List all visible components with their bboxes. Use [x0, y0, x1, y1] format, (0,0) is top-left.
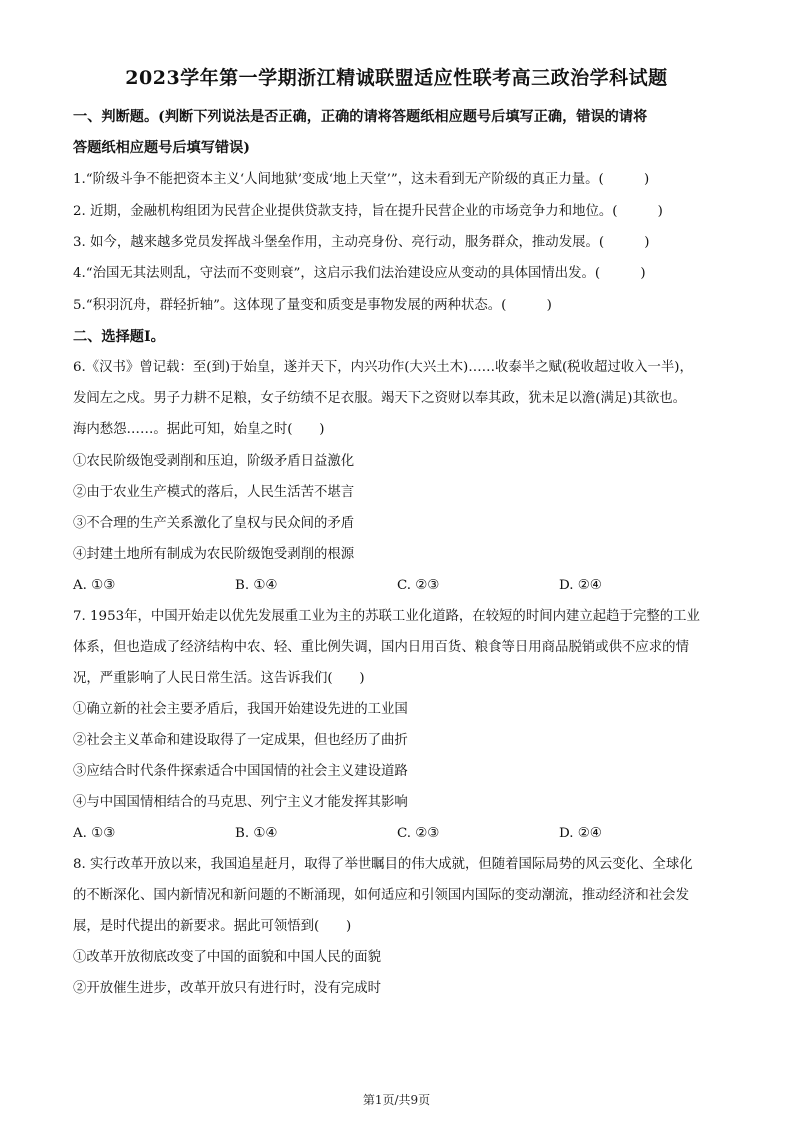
- q8-choice: ①改革开放彻底改变了中国的面貌和中国人民的面貌: [73, 950, 381, 965]
- q6-choice: ④封建土地所有制成为农民阶级饱受剥削的根源: [73, 547, 355, 562]
- q7-option-a: A. ①③: [73, 826, 116, 841]
- q6-option-b: B. ①④: [235, 578, 278, 593]
- q8-stem-line: 展，是时代提出的新要求。据此可领悟到( ): [73, 919, 352, 934]
- q7-option-c: C. ②③: [397, 826, 440, 841]
- q7-option-d: D. ②④: [559, 826, 602, 841]
- judgment-item-5: 5.“积羽沉舟，群轻折轴”。这体现了量变和质变是事物发展的两种状态。( ): [73, 298, 552, 313]
- judgment-item-3: 3. 如今，越来越多党员发挥战斗堡垒作用，主动亮身份、亮行动，服务群众，推动发展。( ): [73, 235, 650, 250]
- q6-option-d: D. ②④: [559, 578, 602, 593]
- section1-heading: 一、判断题。(判断下列说法是否正确，正确的请将答题纸相应题号后填写正确，错误的请将: [73, 109, 648, 125]
- section2-heading: 二、选择题Ⅰ。: [73, 329, 165, 345]
- q6-stem-line: 海内愁怨……。据此可知，始皇之时( ): [73, 422, 325, 437]
- q6-choice: ③不合理的生产关系激化了皇权与民众间的矛盾: [73, 516, 355, 531]
- q6-stem-line: 6.《汉书》曾记载：至(到)于始皇，遂并天下，内兴功作(大兴土木)……收泰半之赋(税收超过收入一半)，: [73, 360, 693, 375]
- q6-stem-line: 发闾左之戍。男子力耕不足粮，女子纺绩不足衣服。竭天下之资财以奉其政，犹未足以澹(满足)其欲也。: [73, 391, 687, 406]
- q6-option-c: C. ②③: [397, 578, 440, 593]
- q7-choice: ①确立新的社会主要矛盾后，我国开始建设先进的工业国: [73, 702, 408, 717]
- judgment-item-1: 1.“阶级斗争不能把资本主义‘人间地狱’变成‘地上天堂’”，这未看到无产阶级的真正力量。( ): [73, 172, 650, 187]
- q6-option-a: A. ①③: [73, 578, 116, 593]
- q6-choice: ②由于农业生产模式的落后，人民生活苦不堪言: [73, 485, 355, 500]
- judgment-item-4: 4.“治国无其法则乱，守法而不变则衰”，这启示我们法治建设应从变动的具体国情出发。( ): [73, 266, 646, 281]
- q7-option-b: B. ①④: [235, 826, 278, 841]
- q8-stem-line: 8. 实行改革开放以来，我国追星赶月，取得了举世瞩目的伟大成就，但随着国际局势的风云变化、全球化: [73, 857, 693, 872]
- q8-choice: ②开放催生进步，改革开放只有进行时，没有完成时: [73, 981, 381, 996]
- judgment-item-2: 2. 近期，金融机构组团为民营企业提供贷款支持，旨在提升民营企业的市场竞争力和地位。( ): [73, 204, 663, 219]
- q7-choice: ②社会主义革命和建设取得了一定成果，但也经历了曲折: [73, 733, 408, 748]
- q7-stem-line: 况，严重影响了人民日常生活。这告诉我们( ): [73, 671, 365, 686]
- q7-choice: ④与中国国情相结合的马克思、列宁主义才能发挥其影响: [73, 795, 408, 810]
- section1-heading-cont: 答题纸相应题号后填写错误): [73, 140, 250, 156]
- page-number: 第1页/共9页: [362, 1093, 431, 1107]
- q8-stem-line: 的不断深化、国内新情况和新问题的不断涌现，如何适应和引领国内国际的变动潮流，推动经济和社会发: [73, 888, 689, 903]
- q7-stem-line: 7. 1953年，中国开始走以优先发展重工业为主的苏联工业化道路，在较短的时间内建立起趋于完整的工业: [73, 609, 700, 624]
- page-title: 2023学年第一学期浙江精诚联盟适应性联考高三政治学科试题: [125, 67, 668, 89]
- q7-choice: ③应结合时代条件探索适合中国国情的社会主义建设道路: [73, 764, 408, 779]
- q6-choice: ①农民阶级饱受剥削和压迫，阶级矛盾日益激化: [73, 454, 355, 469]
- q7-stem-line: 体系，但也造成了经济结构中农、轻、重比例失调，国内日用百货、粮食等日用商品脱销或供不应求的情: [73, 640, 689, 655]
